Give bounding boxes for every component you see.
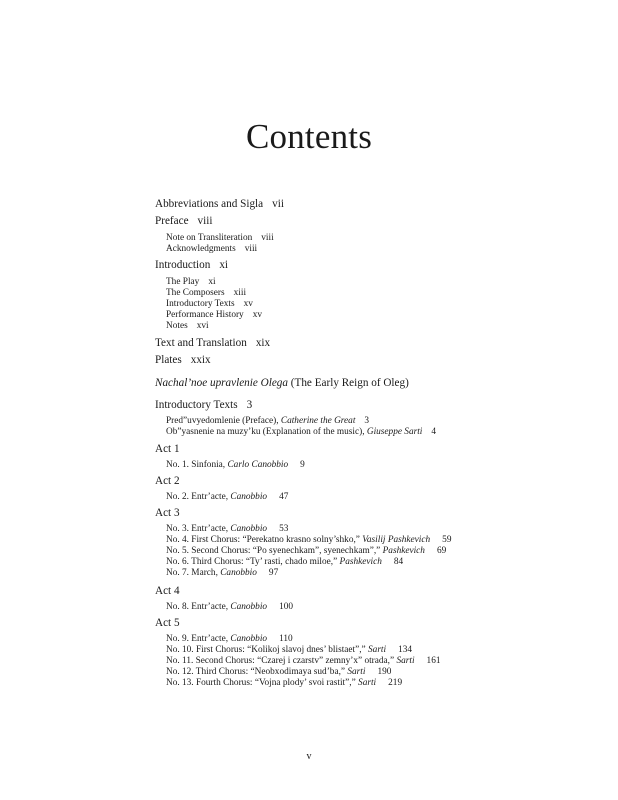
toc-entry-author: Giuseppe Sarti (366, 427, 423, 437)
toc-entry-page: 3 (246, 399, 253, 411)
toc-entry-no-10[interactable] (166, 645, 412, 655)
toc-entry-page: viii (261, 233, 274, 243)
page-number: v (306, 751, 312, 762)
toc-entry-label: No. 11. Second Chorus: “Czarej i czarstv” zemny’x” otrada,” (166, 656, 397, 666)
toc-entry-no-12[interactable] (166, 667, 391, 677)
toc-entry-acknowledgments[interactable] (166, 244, 257, 254)
toc-entry-author: Canobbio (230, 602, 268, 612)
toc-entry-label: Performance History (166, 310, 244, 320)
toc-entry-no-7[interactable] (166, 568, 278, 578)
toc-entry-plates[interactable] (155, 354, 211, 366)
toc-entry-label: No. 12. Third Chorus: “Neobxodimaya sud’ba,” (166, 667, 348, 677)
toc-entry-author: Canobbio (230, 492, 268, 502)
toc-heading-act-1[interactable]: Act 1 (155, 443, 180, 455)
toc-entry-author: Canobbio (230, 634, 268, 644)
toc-entry-no-1[interactable] (166, 460, 305, 470)
toc-entry-note-transliteration[interactable] (166, 233, 274, 243)
toc-entry-page: 219 (388, 678, 403, 688)
toc-entry-author: Pashkevich (339, 557, 382, 567)
toc-entry-label: No. 1. Sinfonia, (166, 460, 228, 470)
toc-entry-author: Sarti (396, 656, 415, 666)
toc-entry-label: Note on Transliteration (166, 233, 253, 243)
toc-entry-label: Introduction (155, 259, 211, 271)
toc-entry-no-5[interactable] (166, 546, 446, 556)
toc-entry-page: xv (252, 310, 263, 320)
toc-entry-label: No. 8. Entr’acte, (166, 602, 231, 612)
toc-entry-introductory-texts-main[interactable] (155, 399, 252, 411)
toc-entry-author: Pashkevich (382, 546, 425, 556)
toc-heading-act-5[interactable]: Act 5 (155, 617, 180, 629)
toc-entry-label: No. 5. Second Chorus: “Po syenechkam”, syenechkam”,” (166, 546, 383, 556)
toc-entry-notes[interactable] (166, 321, 209, 331)
toc-entry-page: 69 (436, 546, 447, 556)
page-title: Contents (245, 117, 373, 156)
toc-entry-label: Introductory Texts (155, 399, 238, 411)
toc-entry-author: Catherine the Great (280, 416, 356, 426)
toc-entry-page: 3 (364, 416, 370, 426)
toc-entry-label: Preface (155, 215, 189, 227)
toc-entry-page: 84 (393, 557, 404, 567)
toc-entry-label: No. 10. First Chorus: “Kolikoj slavoj dnes’ blistaet”,” (166, 645, 369, 655)
toc-entry-page: 97 (268, 568, 279, 578)
toc-entry-preface[interactable] (155, 215, 212, 227)
toc-entry-introductory-texts[interactable] (166, 299, 253, 309)
toc-entry-page: 161 (426, 656, 441, 666)
toc-entry-no-8[interactable] (166, 602, 293, 612)
toc-work-title[interactable] (155, 377, 409, 389)
toc-entry-label: No. 4. First Chorus: “Perekatno krasno solny’shko,” (166, 535, 363, 545)
toc-entry-author: Sarti (368, 645, 387, 655)
toc-entry-label: Acknowledgments (166, 244, 236, 254)
toc-entry-author: Canobbio (220, 568, 257, 578)
toc-entry-label: No. 3. Entr’acte, (166, 524, 231, 534)
toc-entry-introduction[interactable] (155, 259, 228, 271)
toc-entry-label: Pred”uvyedomlenie (Preface), (166, 416, 281, 426)
toc-entry-author: Sarti (347, 667, 366, 677)
toc-entry-label: No. 13. Fourth Chorus: “Vojna plody’ svoi rastit”,” (166, 678, 359, 688)
toc-entry-author: Sarti (358, 678, 377, 688)
toc-heading-act-4[interactable]: Act 4 (155, 585, 180, 597)
toc-entry-page: 134 (398, 645, 413, 655)
toc-entry-page: 190 (377, 667, 392, 677)
toc-entry-label: Introductory Texts (166, 299, 235, 309)
toc-entry-page: 100 (279, 602, 294, 612)
toc-entry-page: xv (243, 299, 253, 309)
toc-entry-label: Ob”yasnenie na muzy’ku (Explanation of the music), (166, 427, 367, 437)
toc-entry-page: xiii (233, 288, 247, 298)
toc-entry-author: Vasilij Pashkevich (362, 535, 431, 545)
toc-entry-no-11[interactable] (166, 656, 441, 666)
toc-entry-no-2[interactable] (166, 492, 288, 502)
toc-entry-no-6[interactable] (166, 557, 403, 567)
toc-entry-author: Carlo Canobbio (227, 460, 289, 470)
toc-entry-label: Plates (155, 354, 182, 366)
toc-entry-author: Canobbio (230, 524, 268, 534)
toc-entry-abbreviations[interactable] (155, 198, 284, 210)
toc-entry-label: No. 2. Entr’acte, (166, 492, 231, 502)
toc-entry-page: 47 (279, 492, 289, 502)
toc-entry-no-9[interactable] (166, 634, 293, 644)
toc-entry-page: xxix (190, 354, 211, 366)
toc-entry-label: The Play (166, 277, 200, 287)
toc-entry-page: 4 (431, 427, 437, 437)
toc-entry-label: No. 9. Entr’acte, (166, 634, 231, 644)
toc-entry-the-play[interactable] (166, 277, 216, 287)
toc-entry-the-composers[interactable] (166, 288, 246, 298)
toc-entry-label: Text and Translation (155, 337, 247, 349)
toc-entry-page: xvi (196, 321, 209, 331)
toc-entry-page: 9 (300, 460, 305, 470)
toc-entry-label: No. 6. Third Chorus: “Ty’ rasti, chado miloe,” (166, 557, 340, 567)
work-title-russian: Nachal’noe upravlenie Olega (155, 377, 288, 389)
toc-entry-page: 53 (279, 524, 289, 534)
toc-entry-label: Notes (166, 321, 188, 331)
toc-entry-no-3[interactable] (166, 524, 288, 534)
toc-entry-no-4[interactable] (166, 535, 451, 545)
toc-entry-label: Abbreviations and Sigla (155, 198, 264, 210)
toc-entry-no-13[interactable] (166, 678, 402, 688)
toc-heading-act-3[interactable]: Act 3 (155, 507, 180, 519)
toc-entry-page: xi (219, 259, 229, 271)
toc-entry-page: vii (272, 198, 284, 210)
toc-heading-act-2[interactable]: Act 2 (155, 475, 180, 487)
toc-entry-page: 110 (279, 634, 293, 644)
toc-entry-page: 59 (442, 535, 452, 545)
toc-entry-page: xix (255, 337, 271, 349)
toc-entry-performance-history[interactable] (166, 310, 262, 320)
toc-entry-page: xi (208, 277, 216, 287)
toc-entry-page: viii (244, 244, 258, 254)
work-title-english: (The Early Reign of Oleg) (290, 377, 409, 389)
toc-entry-label: No. 7. March, (166, 568, 221, 578)
toc-entry-page: viii (197, 215, 213, 227)
toc-entry-obyasnenie[interactable] (166, 427, 436, 437)
toc-entry-preduvyedomlenie[interactable] (166, 416, 369, 426)
toc-entry-label: The Composers (166, 288, 225, 298)
toc-entry-text-translation[interactable] (155, 337, 270, 349)
